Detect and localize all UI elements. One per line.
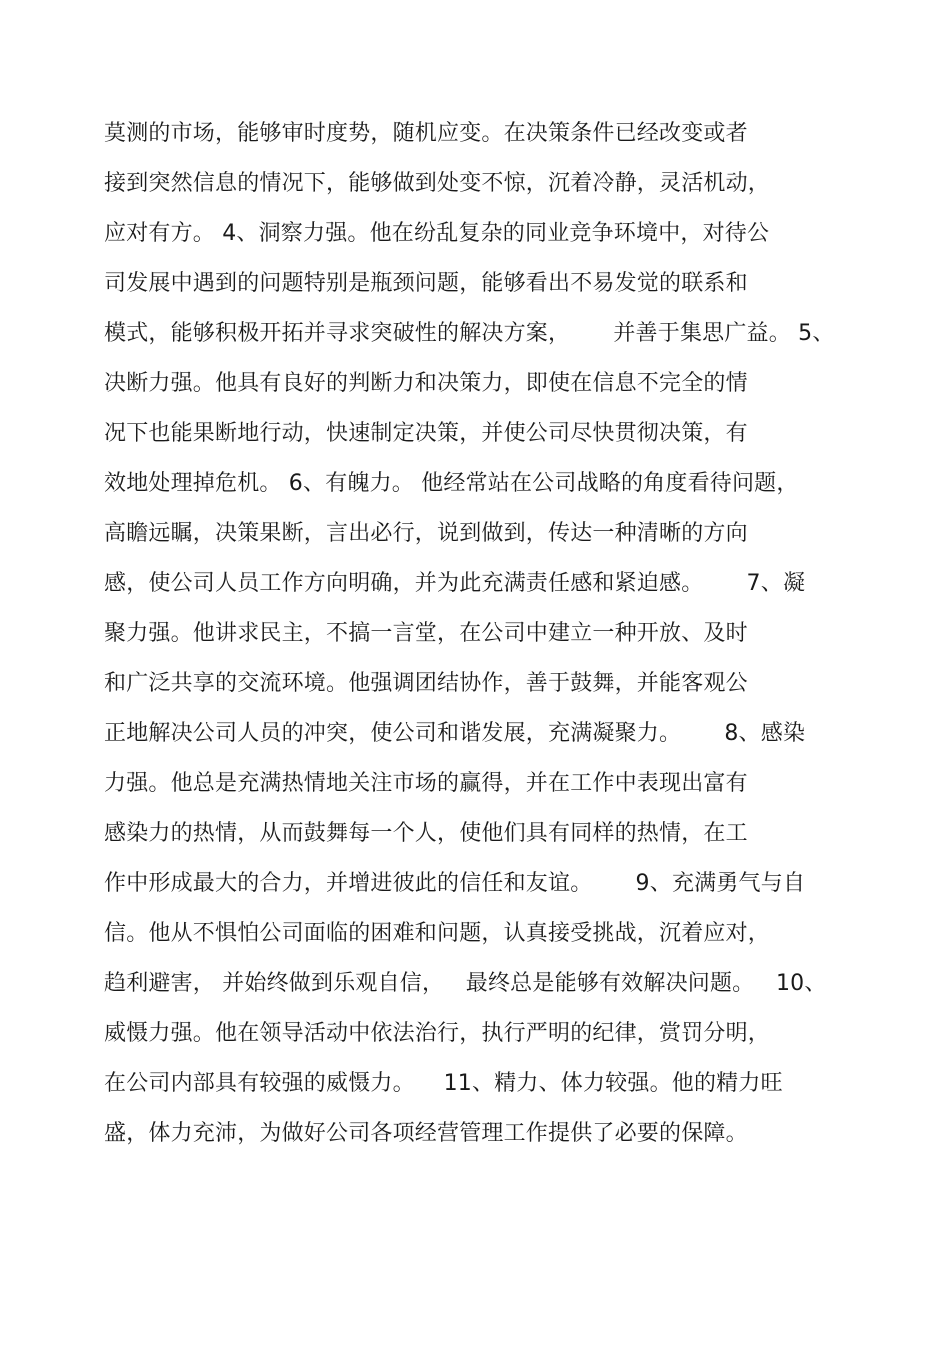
text-line: 决断力强。他具有良好的判断力和决策力，即使在信息不完全的情 <box>104 371 748 396</box>
text-line: 感染力的热情，从而鼓舞每一个人，使他们具有同样的热情，在工 <box>104 821 748 846</box>
text-line: 趋利避害， 并始终做到乐观自信， 最终总是能够有效解决问题。 10、 <box>104 971 827 996</box>
text-line: 接到突然信息的情况下，能够做到处变不惊，沉着冷静，灵活机动， <box>104 171 771 196</box>
text-line: 莫测的市场，能够审时度势，随机应变。在决策条件已经改变或者 <box>104 121 748 146</box>
text-line: 和广泛共享的交流环境。他强调团结协作，善于鼓舞，并能客观公 <box>104 671 748 696</box>
text-line: 况下也能果断地行动，快速制定决策，并使公司尽快贯彻决策，有 <box>104 421 748 446</box>
text-line: 聚力强。他讲求民主，不搞一言堂，在公司中建立一种开放、及时 <box>104 621 748 646</box>
body-text <box>104 116 884 1166</box>
text-line: 效地处理掉危机。 6、有魄力。 他经常站在公司战略的角度看待问题， <box>104 471 799 496</box>
text-line: 盛，体力充沛，为做好公司各项经营管理工作提供了必要的保障。 <box>104 1121 748 1146</box>
text-line: 高瞻远瞩，决策果断，言出必行，说到做到，传达一种清晰的方向 <box>104 521 748 546</box>
text-line: 感，使公司人员工作方向明确，并为此充满责任感和紧迫感。 7、凝 <box>104 571 806 596</box>
text-line: 模式，能够积极开拓并寻求突破性的解决方案， 并善于集思广益。 5、 <box>104 321 835 346</box>
text-line: 作中形成最大的合力，并增进彼此的信任和友谊。 9、充满勇气与自 <box>104 871 806 896</box>
text-line: 正地解决公司人员的冲突，使公司和谐发展，充满凝聚力。 8、感染 <box>104 721 806 746</box>
text-line: 在公司内部具有较强的威慑力。 11、精力、体力较强。他的精力旺 <box>104 1071 783 1096</box>
text-line: 信。他从不惧怕公司面临的困难和问题，认真接受挑战，沉着应对， <box>104 921 771 946</box>
text-line: 威慑力强。他在领导活动中依法治行，执行严明的纪律，赏罚分明， <box>104 1021 771 1046</box>
text-line: 司发展中遇到的问题特别是瓶颈问题，能够看出不易发觉的联系和 <box>104 271 748 296</box>
text-line: 应对有方。 4、洞察力强。他在纷乱复杂的同业竞争环境中，对待公 <box>104 221 770 246</box>
text-line: 力强。他总是充满热情地关注市场的赢得，并在工作中表现出富有 <box>104 771 748 796</box>
